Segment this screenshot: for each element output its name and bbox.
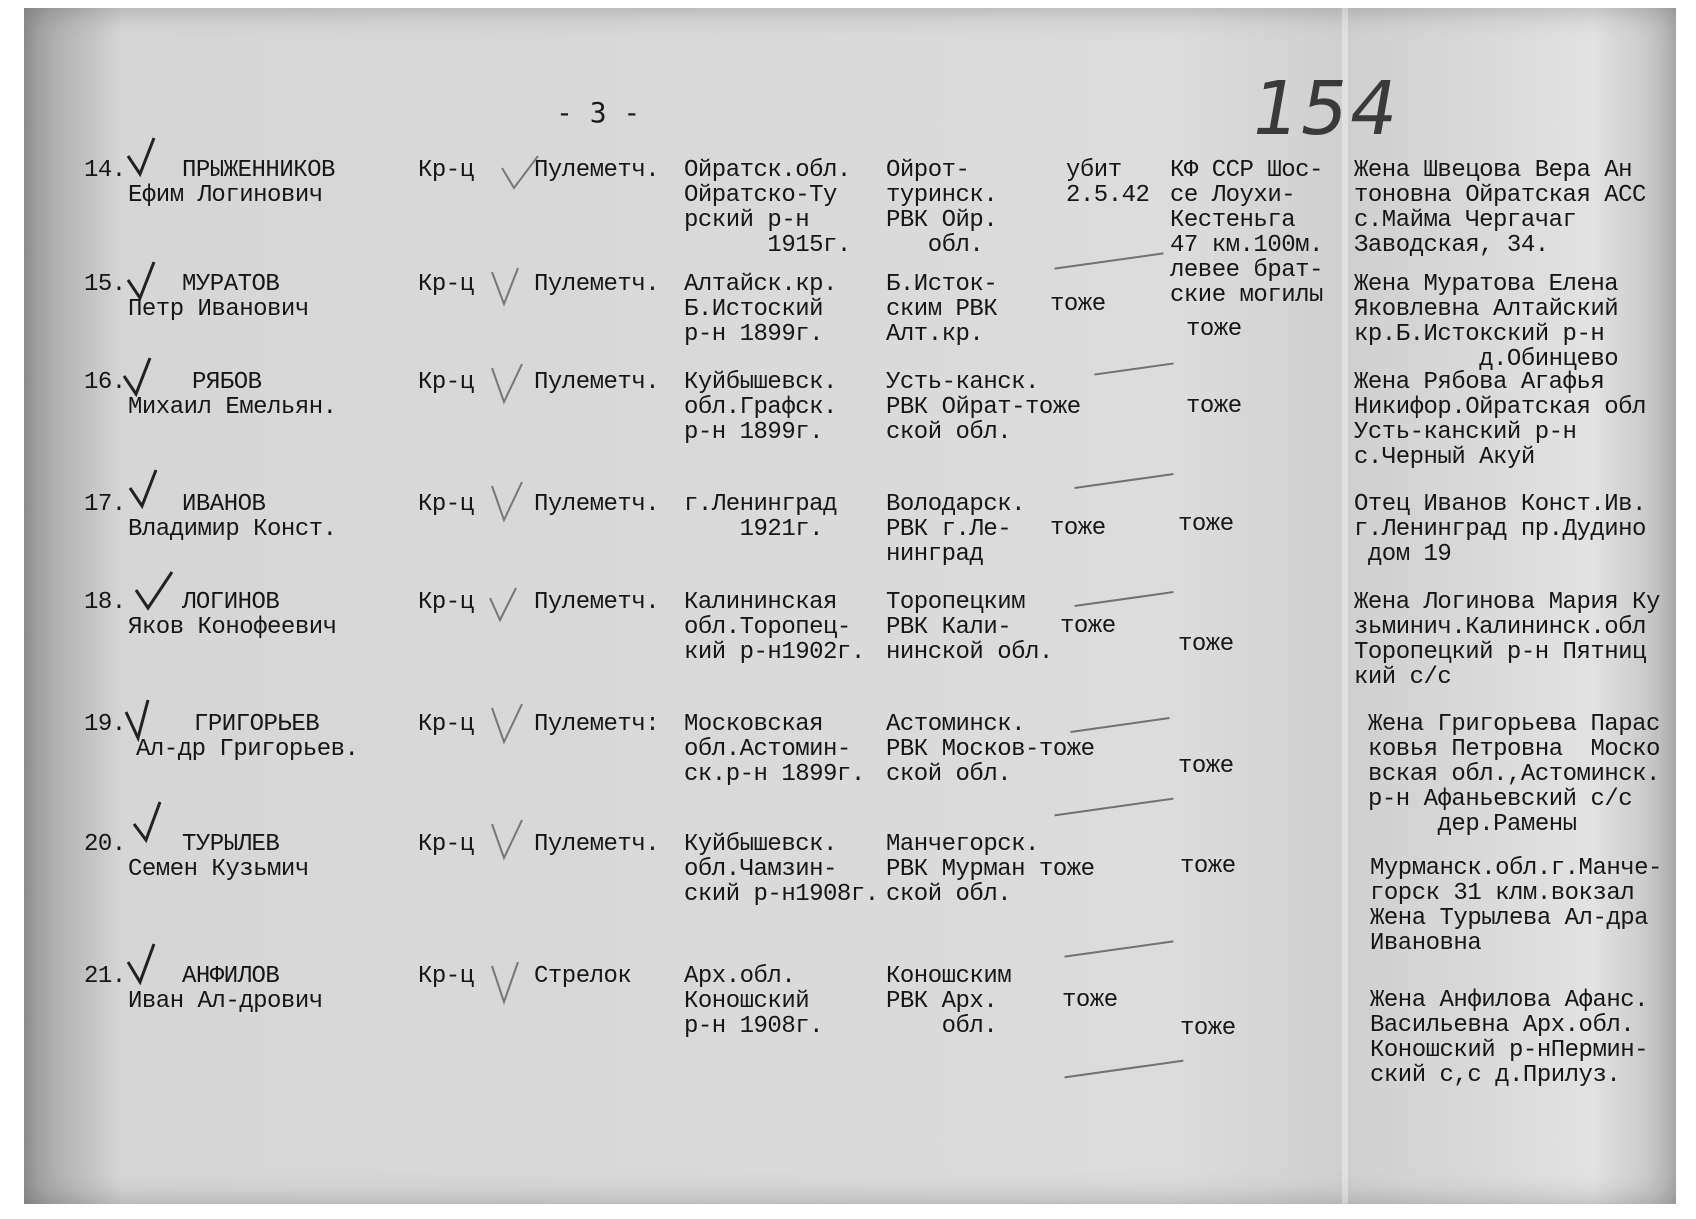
next-of-kin: Отец Иванов Конст.Ив. г.Ленинград пр.Дудино дом 19 — [1354, 491, 1646, 568]
rank: Кр-ц — [418, 831, 474, 858]
rank: Кр-ц — [418, 157, 474, 184]
burial-place: тоже — [1178, 753, 1234, 780]
fate: убит 2.5.42 — [1066, 157, 1150, 209]
next-of-kin: Жена Анфилова Афанс. Васильевна Арх.обл. Коношский р-нПермин- ский с,с д.Прилуз. — [1370, 987, 1649, 1089]
pencil-stroke — [1054, 798, 1173, 817]
given-name: Владимир Конст. — [128, 516, 337, 543]
enlistment-office: Усть-канск. РВК Ойрат-тоже ской обл. — [886, 369, 1081, 446]
checkmark-icon — [124, 136, 170, 182]
surname: АНФИЛОВ — [182, 963, 280, 990]
row-number: 17. — [84, 491, 126, 518]
row-number: 14. — [84, 157, 126, 184]
pencil-stroke — [1064, 1060, 1183, 1079]
enlistment-office: Ойрот- туринск. РВК Ойр. обл. — [886, 157, 998, 259]
next-of-kin: Жена Логинова Мария Ку зьминич.Калининск.обл Торопецкий р-н Пятниц кий с/с — [1354, 589, 1660, 691]
enlistment-office: Б.Исток- ским РВК Алт.кр. — [886, 271, 998, 348]
rank: Кр-ц — [418, 963, 474, 990]
fate: тоже — [1050, 515, 1106, 542]
row-number: 20. — [84, 831, 126, 858]
rank: Кр-ц — [418, 369, 474, 396]
role: Пулеметч. — [534, 369, 660, 396]
surname: МУРАТОВ — [182, 271, 280, 298]
archive-number-handwritten: 154 — [1244, 66, 1407, 152]
pencil-stroke — [1074, 591, 1173, 607]
next-of-kin: Жена Муратова Елена Яковлевна Алтайский кр.Б.Истокский р-н д.Обинцево — [1354, 271, 1619, 373]
given-name: Михаил Емельян. — [128, 394, 337, 421]
checkmark-icon — [124, 942, 170, 988]
next-of-kin: Жена Рябова Агафья Никифор.Ойратская обл Усть-канский р-н с.Черный Акуй — [1354, 369, 1646, 471]
next-of-kin: Мурманск.обл.г.Манче- горск 31 клм.вокзал Жена Турылева Ал-дра Ивановна — [1370, 855, 1662, 957]
role: Пулеметч. — [534, 271, 660, 298]
pencil-stroke — [1054, 252, 1163, 269]
role: Пулеметч. — [534, 831, 660, 858]
row-number: 21. — [84, 963, 126, 990]
given-name: Ал-др Григорьев. — [136, 736, 359, 763]
pencil-stroke — [1094, 362, 1173, 375]
birth-place-year: Арх.обл. Коношский р-н 1908г. — [684, 963, 824, 1040]
burial-place: КФ ССР Шос- се Лоухи- Кестеньга 47 км.100м. левее брат- ские могилы — [1170, 157, 1323, 309]
role: Пулеметч. — [534, 589, 660, 616]
burial-place: тоже — [1180, 1015, 1236, 1042]
checkmark-icon — [488, 960, 534, 1006]
next-of-kin: Жена Григорьева Парас ковья Петровна Моско вская обл.,Астоминск. р-н Афаньевский с/с дер.Рамены — [1368, 711, 1660, 838]
document-sheet — [24, 8, 1676, 1204]
given-name: Яков Конофеевич — [128, 614, 337, 641]
row-number: 16. — [84, 369, 126, 396]
role: Стрелок — [534, 963, 632, 990]
fate: тоже — [1050, 291, 1106, 318]
checkmark-icon — [130, 800, 176, 846]
page-number: - 3 - — [556, 96, 641, 129]
row-number: 19. — [84, 711, 126, 738]
birth-place-year: Куйбышевск. обл.Графск. р-н 1899г. — [684, 369, 837, 446]
row-number: 18. — [84, 589, 126, 616]
row-number: 15. — [84, 271, 126, 298]
surname: ТУРЫЛЕВ — [182, 831, 280, 858]
role: Пулеметч. — [534, 157, 660, 184]
birth-place-year: Московская обл.Астомин- ск.р-н 1899г. — [684, 711, 865, 788]
given-name: Петр Иванович — [128, 296, 309, 323]
checkmark-icon — [488, 480, 534, 526]
checkmark-icon — [488, 266, 534, 312]
burial-place: тоже — [1178, 631, 1234, 658]
fate: тоже — [1062, 987, 1118, 1014]
checkmark-icon — [488, 362, 534, 408]
burial-place: тоже — [1178, 511, 1234, 538]
burial-place: тоже — [1186, 393, 1242, 420]
checkmark-icon — [126, 468, 172, 514]
checkmark-icon — [132, 570, 178, 616]
surname: ГРИГОРЬЕВ — [194, 711, 320, 738]
fate: тоже — [1060, 613, 1116, 640]
given-name: Ефим Логинович — [128, 182, 323, 209]
rank: Кр-ц — [418, 271, 474, 298]
surname: ПРЫЖЕННИКОВ — [182, 157, 335, 184]
enlistment-office: Володарск. РВК г.Ле- нинград — [886, 491, 1026, 568]
checkmark-icon — [488, 818, 534, 864]
given-name: Семен Кузьмич — [128, 856, 309, 883]
surname: ИВАНОВ — [182, 491, 266, 518]
surname: ЛОГИНОВ — [182, 589, 280, 616]
enlistment-office: Астоминск. РВК Москов-тоже ской обл. — [886, 711, 1095, 788]
paper-fold — [1342, 8, 1348, 1204]
rank: Кр-ц — [418, 711, 474, 738]
birth-place-year: Куйбышевск. обл.Чамзин- ский р-н1908г. — [684, 831, 879, 908]
checkmark-icon — [486, 584, 532, 630]
birth-place-year: Калининская обл.Торопец- кий р-н1902г. — [684, 589, 865, 666]
rank: Кр-ц — [418, 589, 474, 616]
burial-place: тоже — [1180, 853, 1236, 880]
birth-place-year: Ойратск.обл. Ойратско-Ту рский р-н 1915г. — [684, 157, 851, 259]
birth-place-year: г.Ленинград 1921г. — [684, 491, 837, 543]
checkmark-icon — [488, 702, 534, 748]
pencil-stroke — [1064, 940, 1173, 957]
rank: Кр-ц — [418, 491, 474, 518]
burial-place: тоже — [1186, 316, 1242, 343]
next-of-kin: Жена Швецова Вера Ан тоновна Ойратская АСС с.Майма Чергачаг Заводская, 34. — [1354, 157, 1646, 259]
enlistment-office: Торопецким РВК Кали- нинской обл. — [886, 589, 1053, 666]
enlistment-office: Коношским РВК Арх. обл. — [886, 963, 1012, 1040]
enlistment-office: Манчегорск. РВК Мурман тоже ской обл. — [886, 831, 1095, 908]
pencil-stroke — [1074, 473, 1173, 489]
role: Пулеметч. — [534, 491, 660, 518]
given-name: Иван Ал-дрович — [128, 988, 323, 1015]
birth-place-year: Алтайск.кр. Б.Истоский р-н 1899г. — [684, 271, 837, 348]
surname: РЯБОВ — [192, 369, 262, 396]
role: Пулеметч: — [534, 711, 660, 738]
